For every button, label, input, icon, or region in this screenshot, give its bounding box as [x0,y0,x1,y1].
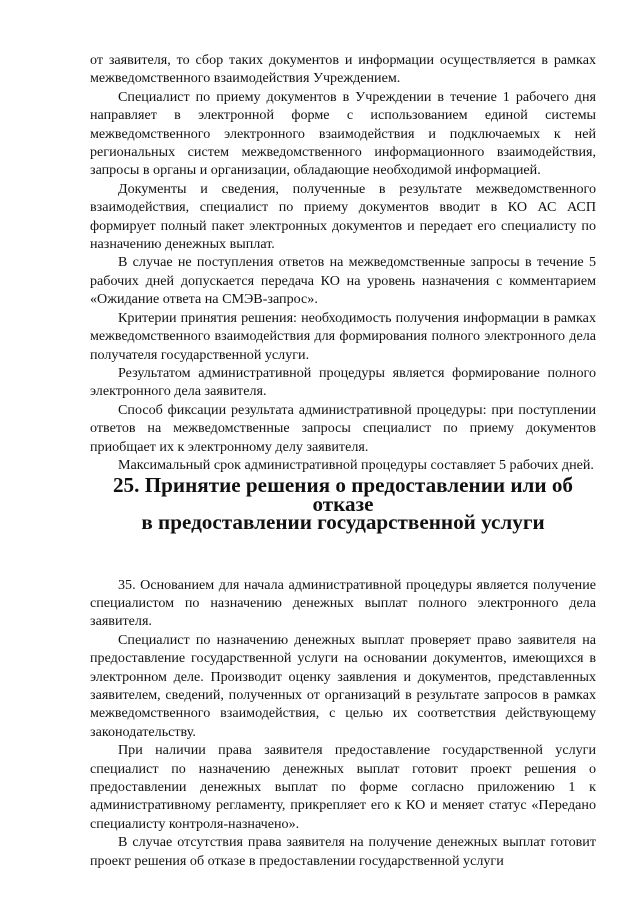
section-heading [90,473,596,535]
section-spacer [90,532,596,576]
paragraph-no-response: В случае не поступления ответов на межведомственные запросы в течение 5 рабочих дней допускается передача КО на уровень назначения с комментарием «Ожидание ответа на СМЭВ-запрос». [90,254,596,308]
paragraph-max-duration: Максимальный срок административной процедуры составляет 5 рабочих дней. [118,456,594,473]
paragraph-decision-criteria: Критерии принятия решения: необходимость получения информации в рамках межведомственного взаимодействия для формирования полного электронного дела получателя государственной услуги. [90,309,596,363]
paragraph-right-verification: Специалист по назначению денежных выплат проверяет право заявителя на предоставление государственной услуги на основании документов, имеющихся в электронном деле. Производит оценку заявления и документов, представленных заявителем, сведений, полученных от организаций в результате запросов в рамках межведомственного взаимодействия, с целью их соответствия действующему законодательству. [90,631,596,740]
paragraph-continuation: от заявителя, то сбор таких документов и информации осуществляется в рамках межведомственного взаимодействия Учреждением. [90,52,596,87]
paragraph-documents-received: Документы и сведения, полученные в результате межведомственного взаимодействия, специалист по приему документов вводит в КО АС АСП формирует полный пакет электронных документов и передает его специалисту по назначению денежных выплат. [90,180,596,253]
paragraph-procedure-result: Результатом административной процедуры является формирование полного электронного дела заявителя. [90,364,596,400]
paragraph-interagency-requests: Специалист по приему документов в Учреждении в течение 1 рабочего дня направляет в электронной форме с использованием единой системы межведомственного электронного взаимодействия и подключаемых к ней региональных систем межведомственного информационного взаимодействия, запросы в органы и организации, обладающие необходимой информацией. [90,88,596,179]
section-heading-line-2: в предоставлении государственной услуги [141,510,545,535]
paragraph-positive-decision: При наличии права заявителя предоставление государственной услуги специалист по назначению денежных выплат готовит проект решения о предоставлении денежных выплат по форме согласно приложению 1 к административному регламенту, прикрепляет его к КО и меняет статус «Передано специалисту контроля-назначено». [90,742,596,832]
paragraph-result-recording: Способ фиксации результата административной процедуры: при поступлении ответов на межведомственные запросы специалист по приему документов приобщает их к электронному делу заявителя. [90,401,596,455]
paragraph-refusal-decision: В случае отсутствия права заявителя на получение денежных выплат готовит проект решения об отказе в предоставлении государственной услуги [90,834,596,869]
section-heading-line-1: 25. Принятие решения о предоставлении или об отказе [112,473,573,516]
paragraph-procedure-basis: 35. Основанием для начала административной процедуры является получение специалистом по назначению денежных выплат полного электронного дела заявителя. [90,576,596,630]
document-page [90,51,596,870]
